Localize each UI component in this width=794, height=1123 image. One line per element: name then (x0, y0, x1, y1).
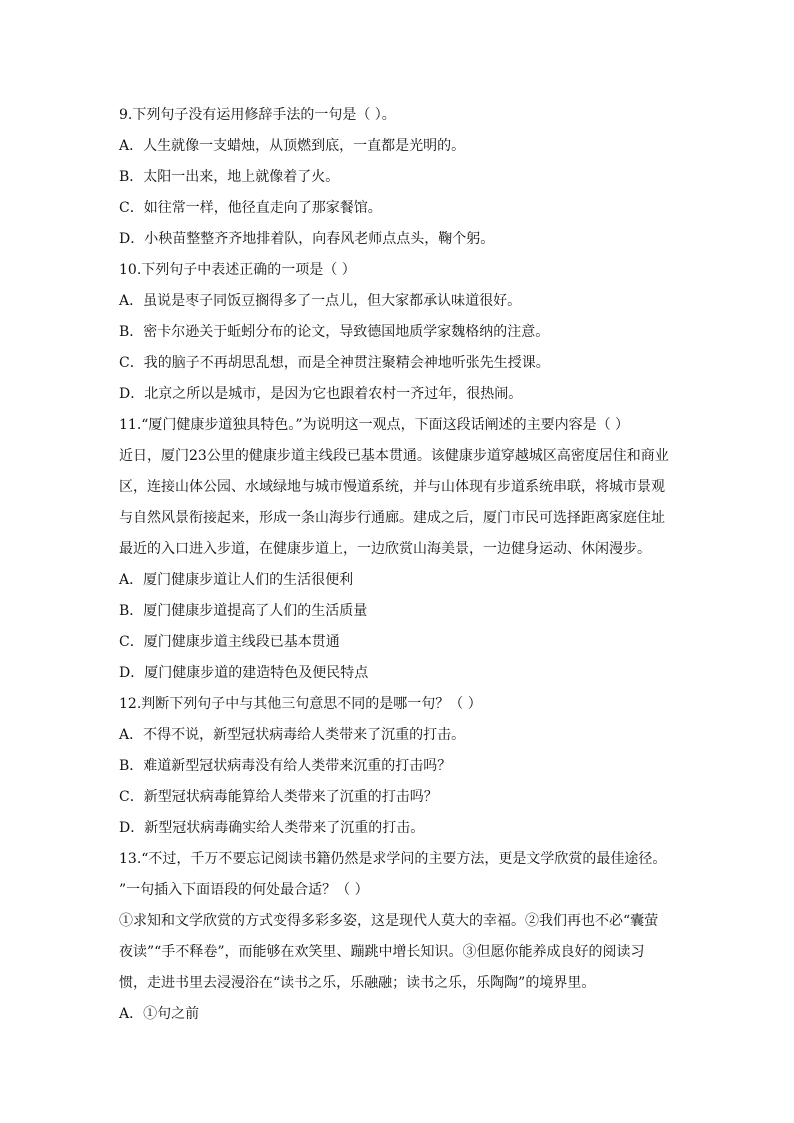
question-9 (119, 100, 679, 255)
question-stem: 10.下列句子中表述正确的一项是（ ） (119, 262, 356, 278)
option-b: B．密卡尔逊关于蚯蚓分布的论文，导致德国地质学家魏格纳的注意。 (119, 324, 550, 340)
option-b: B．厦门健康步道提高了人们的生活质量 (119, 603, 368, 619)
option-a: A．虽说是枣子同饭豆搁得多了一点儿，但大家都承认味道很好。 (119, 293, 522, 309)
passage-line: 最近的入口进入步道，在健康步道上，一边欣赏山海美景，一边健身运动、休闲漫步。 (119, 541, 651, 557)
passage-line: 惯，走进书里去浸漫浴在“读书之乐，乐融融；读书之乐，乐陶陶”的境界里。 (119, 975, 596, 991)
passage-line: 与自然风景衔接起来，形成一条山海步行通廊。建成之后，厦门市民可选择距离家庭住址 (119, 510, 665, 526)
option-c: C．新型冠状病毒能算给人类带来了沉重的打击吗？ (119, 789, 438, 805)
question-13 (119, 844, 679, 1030)
option-d: D．厦门健康步道的建造特色及便民特点 (119, 665, 369, 681)
reading-passage (119, 441, 679, 565)
reading-passage (119, 906, 679, 999)
question-stem: 13.“不过，千万不要忘记阅读书籍仍然是求学问的主要方法，更是文学欣赏的最佳途径。 (119, 851, 667, 867)
question-12 (119, 689, 679, 844)
option-c: C．厦门健康步道主线段已基本贯通 (119, 634, 340, 650)
passage-line: 近日，厦门23公里的健康步道主线段已基本贯通。该健康步道穿越城区高密度居住和商业 (119, 448, 669, 464)
passage-line: 区，连接山体公园、水域绿地与城市慢道系统，并与山体现有步道系统串联，将城市景观 (119, 479, 665, 495)
option-d: D．小秧苗整整齐齐地排着队，向春风老师点点头，鞠个躬。 (119, 231, 495, 247)
option-a: A．人生就像一支蜡烛，从顶燃到底，一直都是光明的。 (119, 138, 466, 154)
question-10 (119, 255, 679, 410)
question-stem: 12.判断下列句子中与其他三句意思不同的是哪一句？（ ） (119, 696, 482, 712)
option-a: A．不得不说，新型冠状病毒给人类带来了沉重的打击。 (119, 727, 466, 743)
option-b: B．太阳一出来，地上就像着了火。 (119, 169, 340, 185)
option-a: A．①句之前 (119, 1006, 200, 1022)
option-d: D．新型冠状病毒确实给人类带来了沉重的打击。 (119, 820, 425, 836)
question-11 (119, 410, 679, 689)
option-c: C．如往常一样，他径直走向了那家餐馆。 (119, 200, 382, 216)
question-stem-continued: ”一句插入下面语段的何处最合适？（ ） (119, 882, 369, 898)
option-c: C．我的脑子不再胡思乱想，而是全神贯注聚精会神地听张先生授课。 (119, 355, 550, 371)
passage-line: 夜读”“手不释卷”，而能够在欢笑里、蹦跳中增长知识。③但愿你能养成良好的阅读习 (119, 944, 645, 960)
passage-line: ①求知和文学欣赏的方式变得多彩多姿，这是现代人莫大的幸福。②我们再也不必“囊萤 (119, 913, 659, 929)
option-b: B．难道新型冠状病毒没有给人类带来沉重的打击吗？ (119, 758, 452, 774)
question-stem: 11.“厦门健康步道独具特色。”为说明这一观点，下面这段话阐述的主要内容是（ ） (119, 417, 630, 433)
option-d: D．北京之所以是城市，是因为它也跟着农村一齐过年，很热闹。 (119, 386, 523, 402)
question-stem: 9.下列句子没有运用修辞手法的一句是（ ）。 (119, 107, 396, 123)
question-list (119, 100, 679, 1030)
option-a: A．厦门健康步道让人们的生活很便利 (119, 572, 354, 588)
